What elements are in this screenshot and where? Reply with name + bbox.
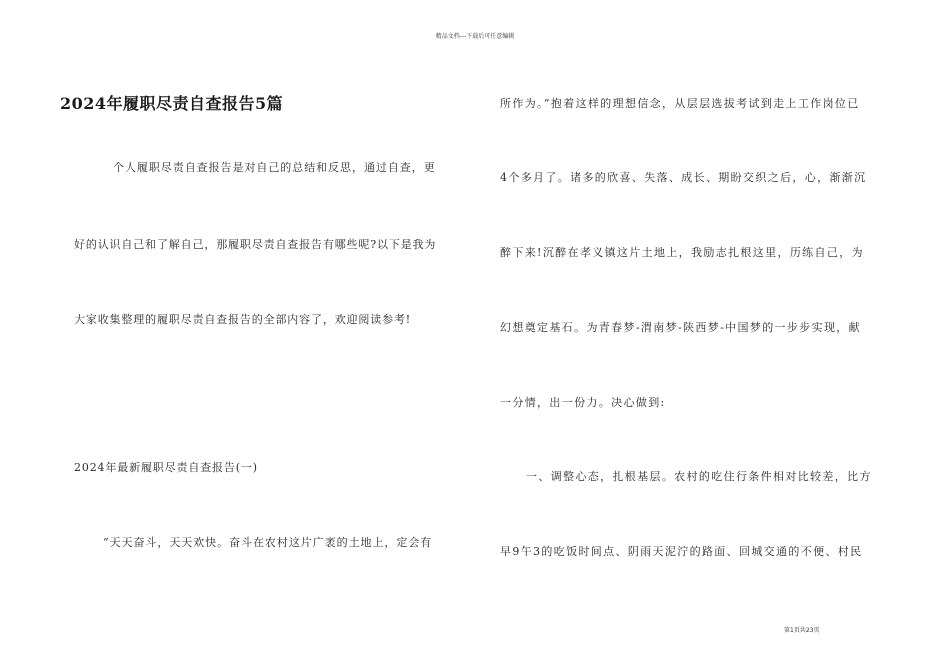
body-line: 早9午3的吃饭时间点、阴雨天泥泞的路面、回城交通的不便、村民 <box>500 545 863 558</box>
header-watermark: 精品文档---下载后可任意编辑 <box>435 33 515 40</box>
document-title: 2024年履职尽责自查报告5篇 <box>60 94 284 113</box>
body-line: 所作为。”抱着这样的理想信念，从层层选拔考试到走上工作岗位已 <box>500 97 860 110</box>
intro-line: 个人履职尽责自查报告是对自己的总结和反思，通过自查，更 <box>113 161 436 174</box>
quote-line: “天天奋斗，天天欢快。奋斗在农村这片广袤的土地上，定会有 <box>103 536 433 549</box>
section-heading: 2024年最新履职尽责自查报告(一) <box>74 461 258 474</box>
intro-line: 大家收集整理的履职尽责自查报告的全部内容了，欢迎阅读参考! <box>74 313 412 326</box>
body-line: 一、调整心态，扎根基层。农村的吃住行条件相对比较差，比方 <box>526 470 872 483</box>
body-line: 幻想奠定基石。为青春梦-渭南梦-陕西梦-中国梦的一步步实现，献 <box>500 321 861 334</box>
body-line: 4个多月了。诸多的欣喜、失落、成长、期盼交织之后，心，渐渐沉 <box>500 171 867 184</box>
body-line: 醉下来!沉醉在孝义镇这片土地上，我励志扎根这里，历练自己，为 <box>500 246 864 259</box>
intro-line: 好的认识自己和了解自己，那履职尽责自查报告有哪些呢?以下是我为 <box>74 238 437 251</box>
body-line: 一分情，出一份力。决心做到: <box>500 396 666 409</box>
page-number: 第1页共23页 <box>784 627 820 634</box>
